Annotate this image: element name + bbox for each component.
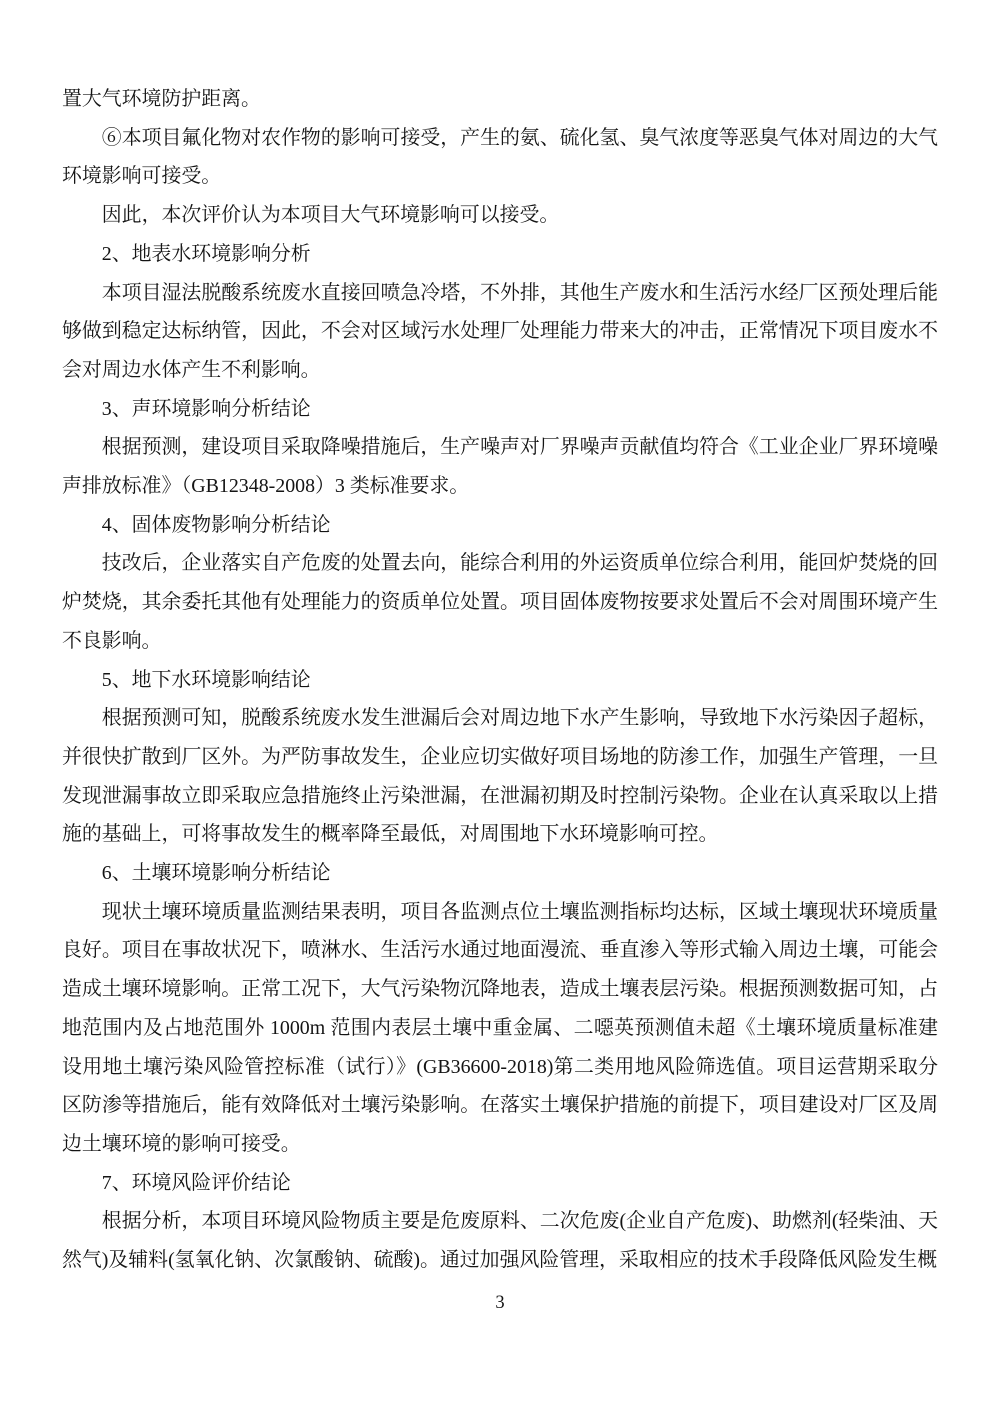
paragraph: 根据预测，建设项目采取降噪措施后，生产噪声对厂界噪声贡献值均符合《工业企业厂界环境噪声排放标准》（GB12348-2008）3 类标准要求。 bbox=[62, 436, 938, 498]
paragraph: 技改后，企业落实自产危废的处置去向，能综合利用的外运资质单位综合利用，能回炉焚烧的回炉焚烧，其余委托其他有处理能力的资质单位处置。项目固体废物按要求处置后不会对周围环境产生不良影响。 bbox=[62, 552, 938, 652]
paragraph: 根据分析，本项目环境风险物质主要是危废原料、二次危废(企业自产危废)、助燃剂(轻柴油、天然气)及辅料(氢氧化钠、次氯酸钠、硫酸)。通过加强风险管理，采取相应的技术手段降低风险发生概 bbox=[62, 1210, 938, 1272]
paragraph: 现状土壤环境质量监测结果表明，项目各监测点位土壤监测指标均达标，区域土壤现状环境质量良好。项目在事故状况下，喷淋水、生活污水通过地面漫流、垂直渗入等形式输入周边土壤，可能会造成土壤环境影响。正常工况下，大气污染物沉降地表，造成土壤表层污染。根据预测数据可知，占地范围内及占地范围外 1000m 范围内表层土壤中重金属、二噁英预测值未超《土壤环境质量标准建设用地土壤污染风险管控标准（试行）》(GB36600-2018)第二类用地风险筛选值。项目运营期采取分区防渗等措施后，能有效降低对土壤污染影响。在落实土壤保护措施的前提下，项目建设对厂区及周边土壤环境的影响可接受。 bbox=[62, 900, 938, 1155]
section-heading: 7、环境风险评价结论 bbox=[101, 1171, 291, 1194]
paragraph: 置大气环境防护距离。 bbox=[62, 88, 261, 110]
paragraph: ⑥本项目氟化物对农作物的影响可接受，产生的氨、硫化氢、臭气浓度等恶臭气体对周边的大气环境影响可接受。 bbox=[62, 126, 938, 188]
page-number: 3 bbox=[495, 1293, 505, 1313]
section-heading: 2、地表水环境影响分析 bbox=[101, 242, 311, 265]
document-body bbox=[62, 80, 938, 1280]
section-heading: 5、地下水环境影响结论 bbox=[101, 668, 311, 691]
paragraph: 因此，本次评价认为本项目大气环境影响可以接受。 bbox=[101, 204, 560, 227]
paragraph: 根据预测可知，脱酸系统废水发生泄漏后会对周边地下水产生影响，导致地下水污染因子超标，并很快扩散到厂区外。为严防事故发生，企业应切实做好项目场地的防渗工作，加强生产管理，一旦发现泄漏事故立即采取应急措施终止污染泄漏，在泄漏初期及时控制污染物。企业在认真采取以上措施的基础上，可将事故发生的概率降至最低，对周围地下水环境影响可控。 bbox=[62, 707, 938, 846]
section-heading: 3、声环境影响分析结论 bbox=[101, 397, 311, 420]
section-heading: 4、固体废物影响分析结论 bbox=[101, 513, 331, 536]
section-heading: 6、土壤环境影响分析结论 bbox=[101, 862, 331, 885]
paragraph: 本项目湿法脱酸系统废水直接回喷急冷塔，不外排，其他生产废水和生活污水经厂区预处理后能够做到稳定达标纳管，因此，不会对区域污水处理厂处理能力带来大的冲击，正常情况下项目废水不会对周边水体产生不利影响。 bbox=[62, 281, 938, 381]
